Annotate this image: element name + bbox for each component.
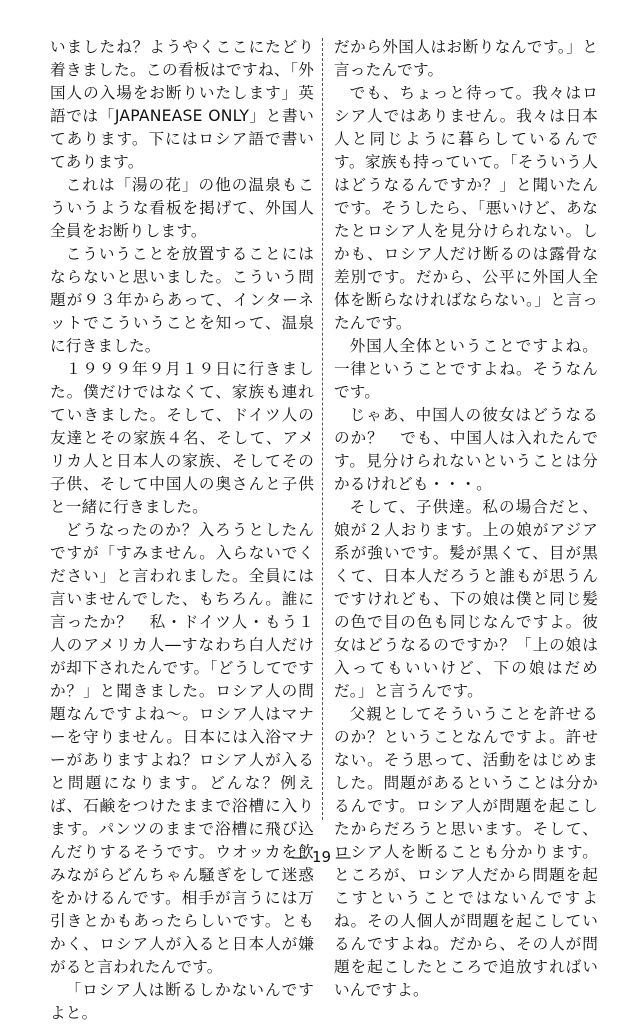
paragraph: じゃあ、中国人の彼女はどうなるのか？ でも、中国人は入れたんです。見分けられないということは分かるけれども・・・。 <box>334 406 598 493</box>
paragraph: こういうことを放置することにはならないと思いました。こういう問題が９３年からあって、インターネットでこういうことを知って、温泉に行きました。 <box>50 245 314 355</box>
paragraph: 外国人全体ということですよね。一律ということですよね。そうなんです。 <box>334 337 598 401</box>
paragraph: 「ロシア人は断るしかないんですよと。 <box>50 981 314 1022</box>
page-number: ― 19 ― <box>292 848 351 866</box>
paragraph: 父親としてそういうことを許せるのか？ということなんですよ。許せない。そう思って、活動をはじめました。問題があるということは分かるんです。ロシア人が問題を起こしたからだろうと思います。そして、ロシア人を断ることも分かります。ところが、ロシア人だから問題を起こすということではないんですよね。その人個人が問題を起こしているんですよね。だから、その人が問題を起こしたところで追放すればいいんですよ。 <box>334 705 598 999</box>
paragraph: だから外国人はお断りなんです。」と言ったんです。 <box>334 38 598 79</box>
paragraph: でも、ちょっと待って。我々はロシア人ではありません。我々は日本人と同じように暮らしているんです。家族も持っていて。「そういう人はどうなるんですか？」と聞いたんです。そうしたら、「悪いけど、あなたとロシア人を見分けられない。しかも、ロシア人だけ断るのは露骨な差別です。だから、公平に外国人全体を断らなければならない。」と言ったんです。 <box>334 84 598 332</box>
paragraph: いましたね？ようやくここにたどり着きました。この看板はですね、「外国人の入場をお断りいたします」英語では「JAPANEASE ONLY」と書いてあります。下にはロシア語で書いてあります。 <box>50 38 314 171</box>
column-divider <box>322 38 323 820</box>
paragraph: １９９９年９月１９日に行きました。僕だけではなくて、家族も連れていきました。そして、ドイツ人の友達とその家族４名、そして、アメリカ人と日本人の家族、そしてその子供、そして中国人の奥さんと子供と一緒に行きました。 <box>50 360 314 516</box>
paragraph: これは「湯の花」の他の温泉もこういうような看板を掲げて、外国人全員をお断りします。 <box>50 176 314 240</box>
paragraph: そして、子供達。私の場合だと、娘が２人おります。上の娘がアジア系が強いです。髪が黒くて、目が黒くて、日本人だろうと誰もが思うんですけれども、下の娘は僕と同じ髪の色で目の色も同じなんですよ。彼女はどうなるのですか？「上の娘は入ってもいいけど、下の娘はだめだ。」と言うんです。 <box>334 498 598 700</box>
left-column <box>50 36 314 1025</box>
paragraph: どうなったのか？入ろうとしたんですが「すみません。入らないでください」と言われました。全員には言いませんでした、もちろん。誰に言ったか？ 私・ドイツ人・もう１人のアメリカ人―すなわち白人だけが却下されたんです。「どうしてですか？」と聞きました。ロシア人の問題なんですよね～。ロシア人はマナーを守りません。日本には入浴マナーがありますよね？ロシア人が入ると問題になります。どんな？例えば、石鹸をつけたままで浴槽に入ります。パンツのままで浴槽に飛び込んだりするそうです。ウオッカを飲みながらどんちゃん騒ぎをして迷惑をかけるんです。相手が言うには万引きとかもあったらしいです。ともかく、ロシア人が入ると日本人が嫌がると言われたんです。 <box>50 521 314 976</box>
